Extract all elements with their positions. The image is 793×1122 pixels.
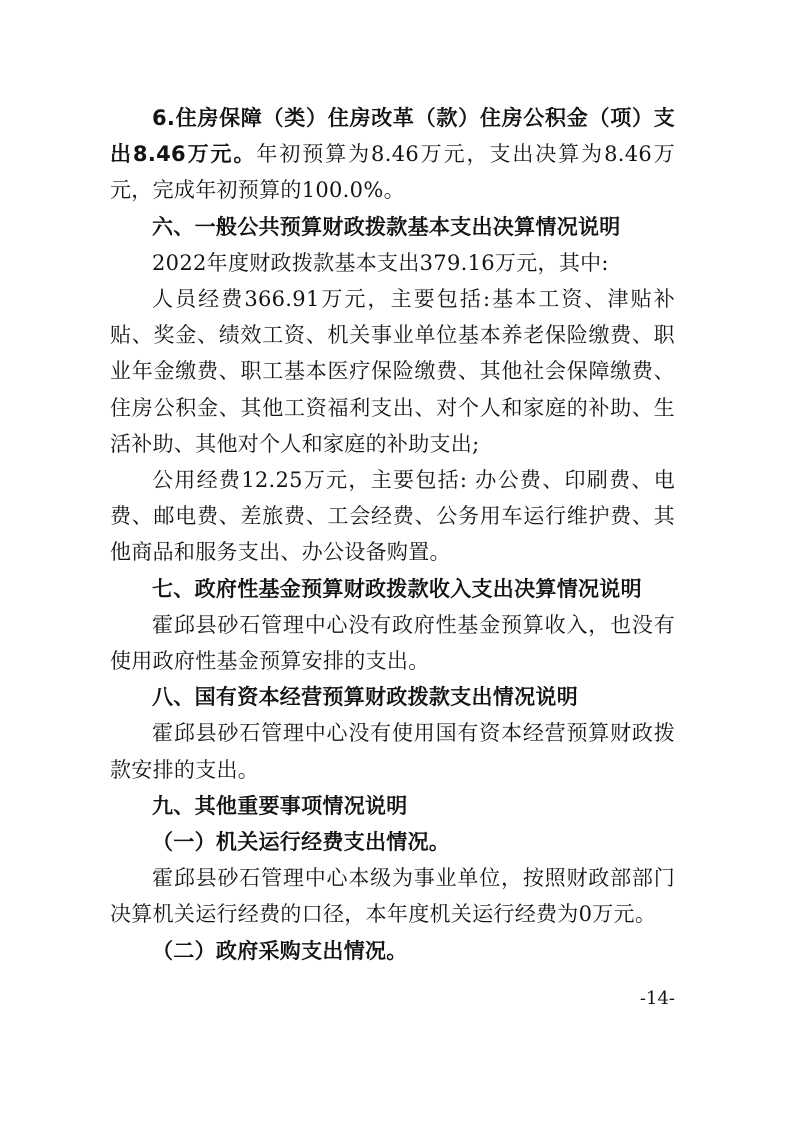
section-heading-8: 八、国有资本经营预算财政拨款支出情况说明 [152,685,578,710]
paragraph-state-capital: 霍邱县砂石管理中心没有使用国有资本经营预算财政拨款安排的支出。 [110,721,675,782]
section-heading-7: 七、政府性基金预算财政拨款收入支出决算情况说明 [152,576,642,601]
section-heading-9: 九、其他重要事项情况说明 [152,793,408,818]
subheading-operating-cost: （一）机关运行经费支出情况。 [152,830,451,855]
document-body [110,100,675,969]
paragraph-operating-cost: 霍邱县砂石管理中心本级为事业单位，按照财政部部门决算机关运行经费的口径，本年度机关运行经费为0万元。 [110,866,675,927]
paragraph-basic-expenditure: 2022年度财政拨款基本支出379.16万元，其中: [152,250,609,275]
paragraph-personnel-cost: 人员经费366.91万元，主要包括:基本工资、津贴补贴、奖金、绩效工资、机关事业单位基本养老保险缴费、职业年金缴费、职工基本医疗保险缴费、其他社会保障缴费、住房公积金、其他工资福利支出、对个人和家庭的补助、生活补助、其他对个人和家庭的补助支出; [110,287,675,456]
subheading-procurement: （二）政府采购支出情况。 [152,938,408,963]
paragraph-housing-fund [110,100,675,209]
paragraph-lead: 6.住房保障（类）住房改革（款）住房公积金（项）支出8.46万元。 [110,106,675,167]
paragraph-text: 年初预算为8.46万元，支出决算为8.46万元，完成年初预算的100.0%。 [110,142,675,203]
section-heading-6: 六、一般公共预算财政拨款基本支出决算情况说明 [152,214,621,239]
page-number: -14- [639,988,675,1009]
paragraph-public-cost: 公用经费12.25万元，主要包括: 办公费、印刷费、电费、邮电费、差旅费、工会经费、公务用车运行维护费、其他商品和服务支出、办公设备购置。 [110,468,675,565]
paragraph-gov-fund: 霍邱县砂石管理中心没有政府性基金预算收入，也没有使用政府性基金预算安排的支出。 [110,612,675,674]
